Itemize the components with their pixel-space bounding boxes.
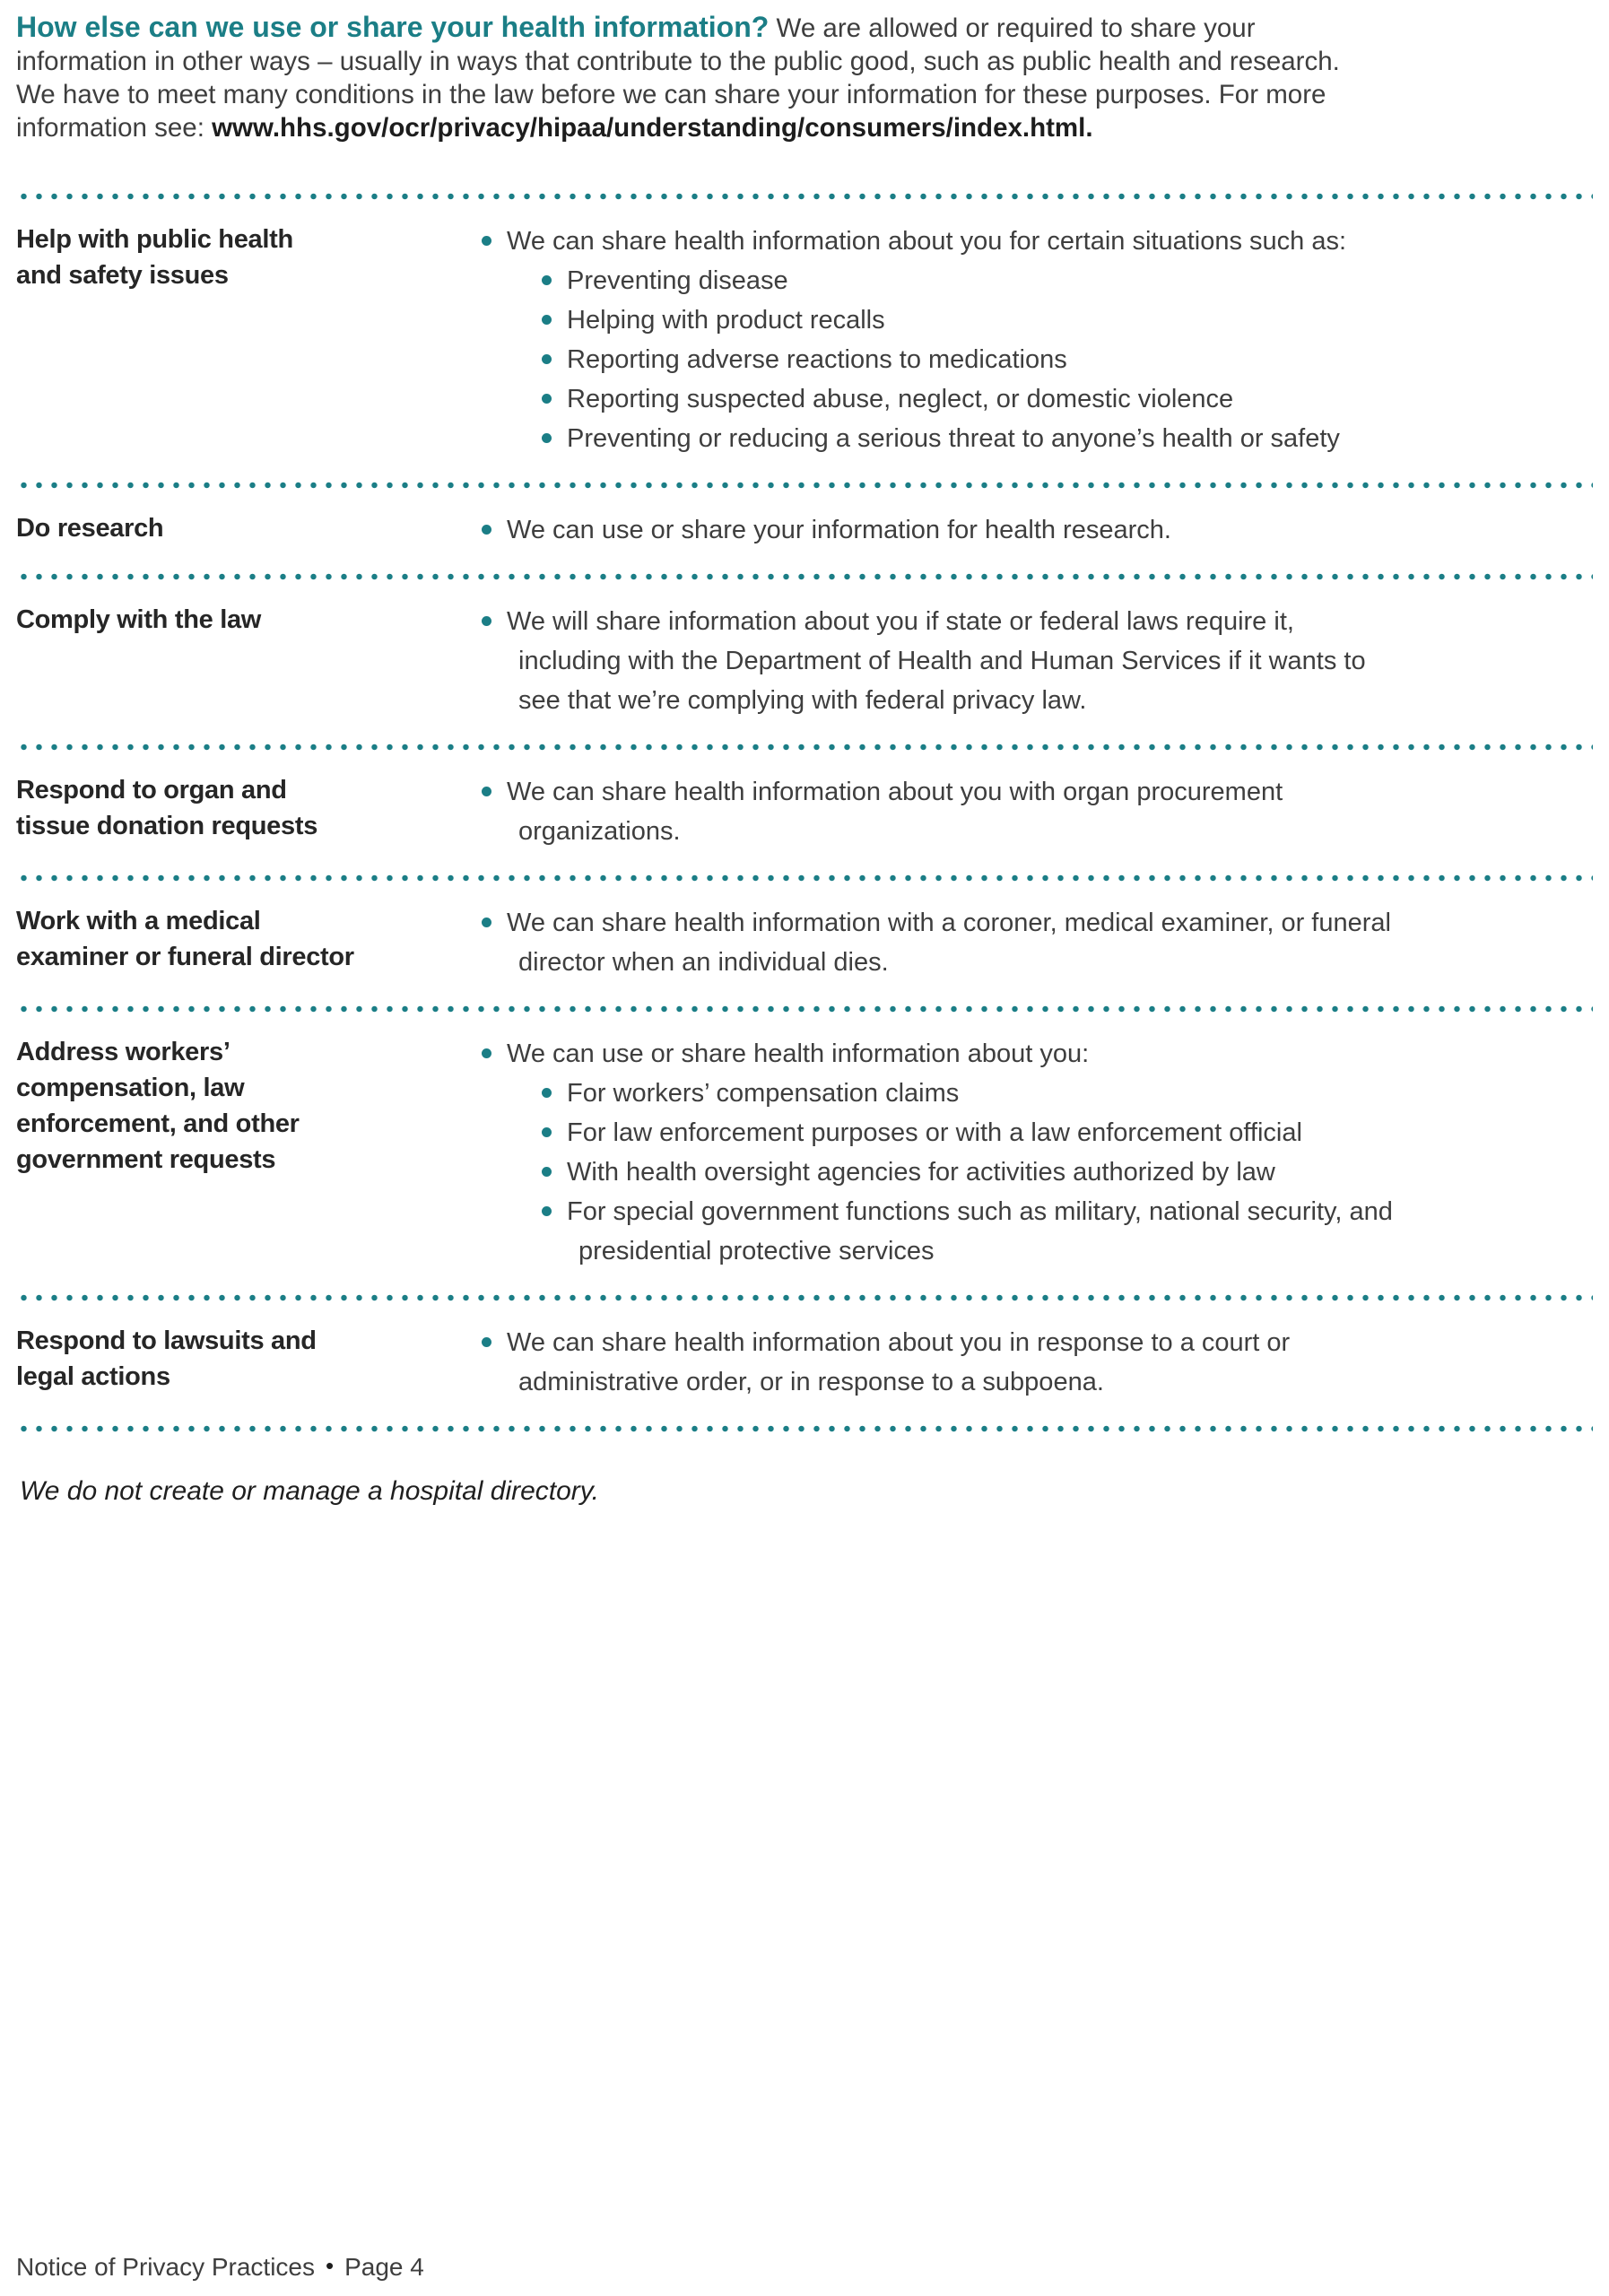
footer-separator-icon: • [326,2252,335,2279]
section-content [482,1323,1555,1402]
section-content [482,222,1555,458]
bullet-text-line: presidential protective services [578,1237,935,1265]
bullet-item [482,1323,1555,1402]
dotted-divider [16,744,1593,751]
bullet-text-line: For law enforcement purposes or with a law enforcement official [567,1118,1302,1147]
policy-section [0,1013,1609,1294]
bullet-dot-icon [542,394,552,404]
section-heading-line: Comply with the law [16,605,262,634]
sub-bullet-item [542,1152,1555,1192]
section-heading [16,772,482,851]
bullet-text-line: Preventing or reducing a serious threat to anyone’s health or safety [567,424,1340,453]
bullet-dot-icon [542,1167,552,1177]
section-heading [16,903,482,982]
bullet-text [507,903,1391,982]
directory-note: We do not create or manage a hospital directory. [20,1476,599,1506]
section-heading-line: government requests [16,1145,276,1174]
bullet-text-line: see that we’re complying with federal privacy law. [518,686,1087,715]
bullet-text-line: With health oversight agencies for activities authorized by law [567,1158,1275,1187]
intro-heading-text: How else can we use or share your health information? [16,11,770,43]
section-heading-line: Respond to organ and [16,776,287,804]
sub-bullet-item [542,1113,1555,1152]
bullet-dot-icon [482,787,491,796]
bullet-text-line: We can use or share health information about you: [507,1039,1090,1068]
bullet-item [482,903,1555,982]
bullet-text [567,1152,1275,1192]
bullet-text-line: We will share information about you if state or federal laws require it, [507,607,1294,636]
intro-line [16,78,1587,111]
bullet-text [567,340,1067,379]
sub-bullet-item [542,379,1555,419]
bullet-text [567,379,1233,419]
bullet-dot-icon [542,275,552,285]
policy-section [0,751,1609,874]
bullet-dot-icon [542,433,552,443]
bullet-text-line: Preventing disease [567,266,788,295]
bullet-text-line: Helping with product recalls [567,306,885,335]
section-content [482,510,1555,550]
section-heading-line: Do research [16,514,164,543]
section-heading-line: tissue donation requests [16,812,318,840]
bullet-text [507,222,1346,261]
bullet-text-line: We can share health information about you for certain situations such as: [507,227,1347,256]
intro-line [16,45,1587,78]
bullet-dot-icon [542,1206,552,1216]
section-heading-line: Address workers’ [16,1038,230,1066]
bullet-text-line: administrative order, or in response to a subpoena. [518,1368,1104,1396]
dotted-divider [16,193,1593,200]
sub-bullet-item [542,1192,1555,1271]
bullet-text [507,772,1283,851]
bullet-item [482,222,1555,261]
section-heading-line: examiner or funeral director [16,943,354,971]
bullet-item [482,510,1555,550]
bullet-dot-icon [482,1048,491,1058]
section-content [482,772,1555,851]
section-heading [16,510,482,550]
dotted-divider [16,874,1593,882]
sub-bullet-item [542,1074,1555,1113]
intro-body-text: information in other ways – usually in ways that contribute to the public good, such as public health and research. [16,47,1340,76]
intro-body-text: We have to meet many conditions in the law before we can share your information for these purposes. For more [16,80,1326,109]
bullet-text [507,1323,1290,1402]
bullet-text-line: director when an individual dies. [518,948,889,977]
section-heading-line: compensation, law [16,1074,245,1102]
bullet-dot-icon [482,236,491,246]
policy-section [0,882,1609,1005]
section-heading-line: legal actions [16,1362,170,1391]
bullet-text [567,419,1340,458]
bullet-text-line: Reporting adverse reactions to medications [567,345,1067,374]
bullet-text [507,510,1171,550]
bullet-item [482,602,1555,720]
footer-page-number: Page 4 [344,2253,424,2281]
bullet-text [567,1192,1393,1271]
section-heading [16,1034,482,1271]
sub-bullet-item [542,340,1555,379]
bullet-text-line: We can share health information with a coroner, medical examiner, or funeral [507,909,1391,937]
bullet-text-line: organizations. [518,817,681,846]
intro-line [16,11,1587,45]
bullet-text-line: We can share health information about you in response to a court or [507,1328,1291,1357]
bullet-dot-icon [482,1337,491,1347]
dotted-divider [16,1294,1593,1301]
section-heading-line: and safety issues [16,261,229,290]
section-content [482,903,1555,982]
sub-bullet-item [542,419,1555,458]
policy-section [0,1301,1609,1425]
bullet-text [567,261,788,300]
bullet-text-line: We can use or share your information for health research. [507,516,1171,544]
intro-body-text: information see: [16,113,213,143]
bullet-text [507,602,1366,720]
section-heading [16,1323,482,1402]
section-heading [16,222,482,458]
bullet-text-line: including with the Department of Health and Human Services if it wants to [518,647,1366,675]
intro-url-text: www.hhs.gov/ocr/privacy/hipaa/understanding/consumers/index.html. [212,113,1093,143]
policy-section [0,489,1609,573]
dotted-divider [16,1005,1593,1013]
bullet-dot-icon [482,918,491,927]
section-heading-line: enforcement, and other [16,1109,300,1138]
intro-paragraph [0,0,1609,144]
bullet-text [567,1074,959,1113]
dotted-divider [16,573,1593,580]
section-content [482,1034,1555,1271]
bullet-text-line: For special government functions such as military, national security, and [567,1197,1393,1226]
footer-title: Notice of Privacy Practices [16,2253,315,2281]
bullet-item [482,772,1555,851]
section-heading-line: Work with a medical [16,907,261,935]
bullet-text-line: Reporting suspected abuse, neglect, or domestic violence [567,385,1234,413]
bullet-dot-icon [542,1088,552,1098]
bullet-text-line: We can share health information about you with organ procurement [507,778,1283,806]
bullet-dot-icon [482,525,491,535]
bullet-text [567,300,885,340]
sections-container [0,144,1609,1432]
intro-line [16,111,1587,144]
intro-body-text: We are allowed or required to share your [769,13,1256,43]
section-heading-line: Help with public health [16,225,293,254]
bullet-text [567,1113,1302,1152]
section-content [482,602,1555,720]
section-heading [16,602,482,720]
blank-space [0,1509,1609,2253]
page-footer [0,2253,1609,2296]
bullet-dot-icon [482,616,491,626]
policy-section [0,580,1609,744]
dotted-divider [16,1425,1593,1432]
bullet-item [482,1034,1555,1074]
sub-bullet-item [542,300,1555,340]
bullet-text-line: For workers’ compensation claims [567,1079,960,1108]
bullet-dot-icon [542,1127,552,1137]
bullet-text [507,1034,1089,1074]
bullet-dot-icon [542,315,552,325]
sub-bullet-item [542,261,1555,300]
section-heading-line: Respond to lawsuits and [16,1326,317,1355]
bullet-dot-icon [542,354,552,364]
policy-section [0,200,1609,482]
dotted-divider [16,482,1593,489]
